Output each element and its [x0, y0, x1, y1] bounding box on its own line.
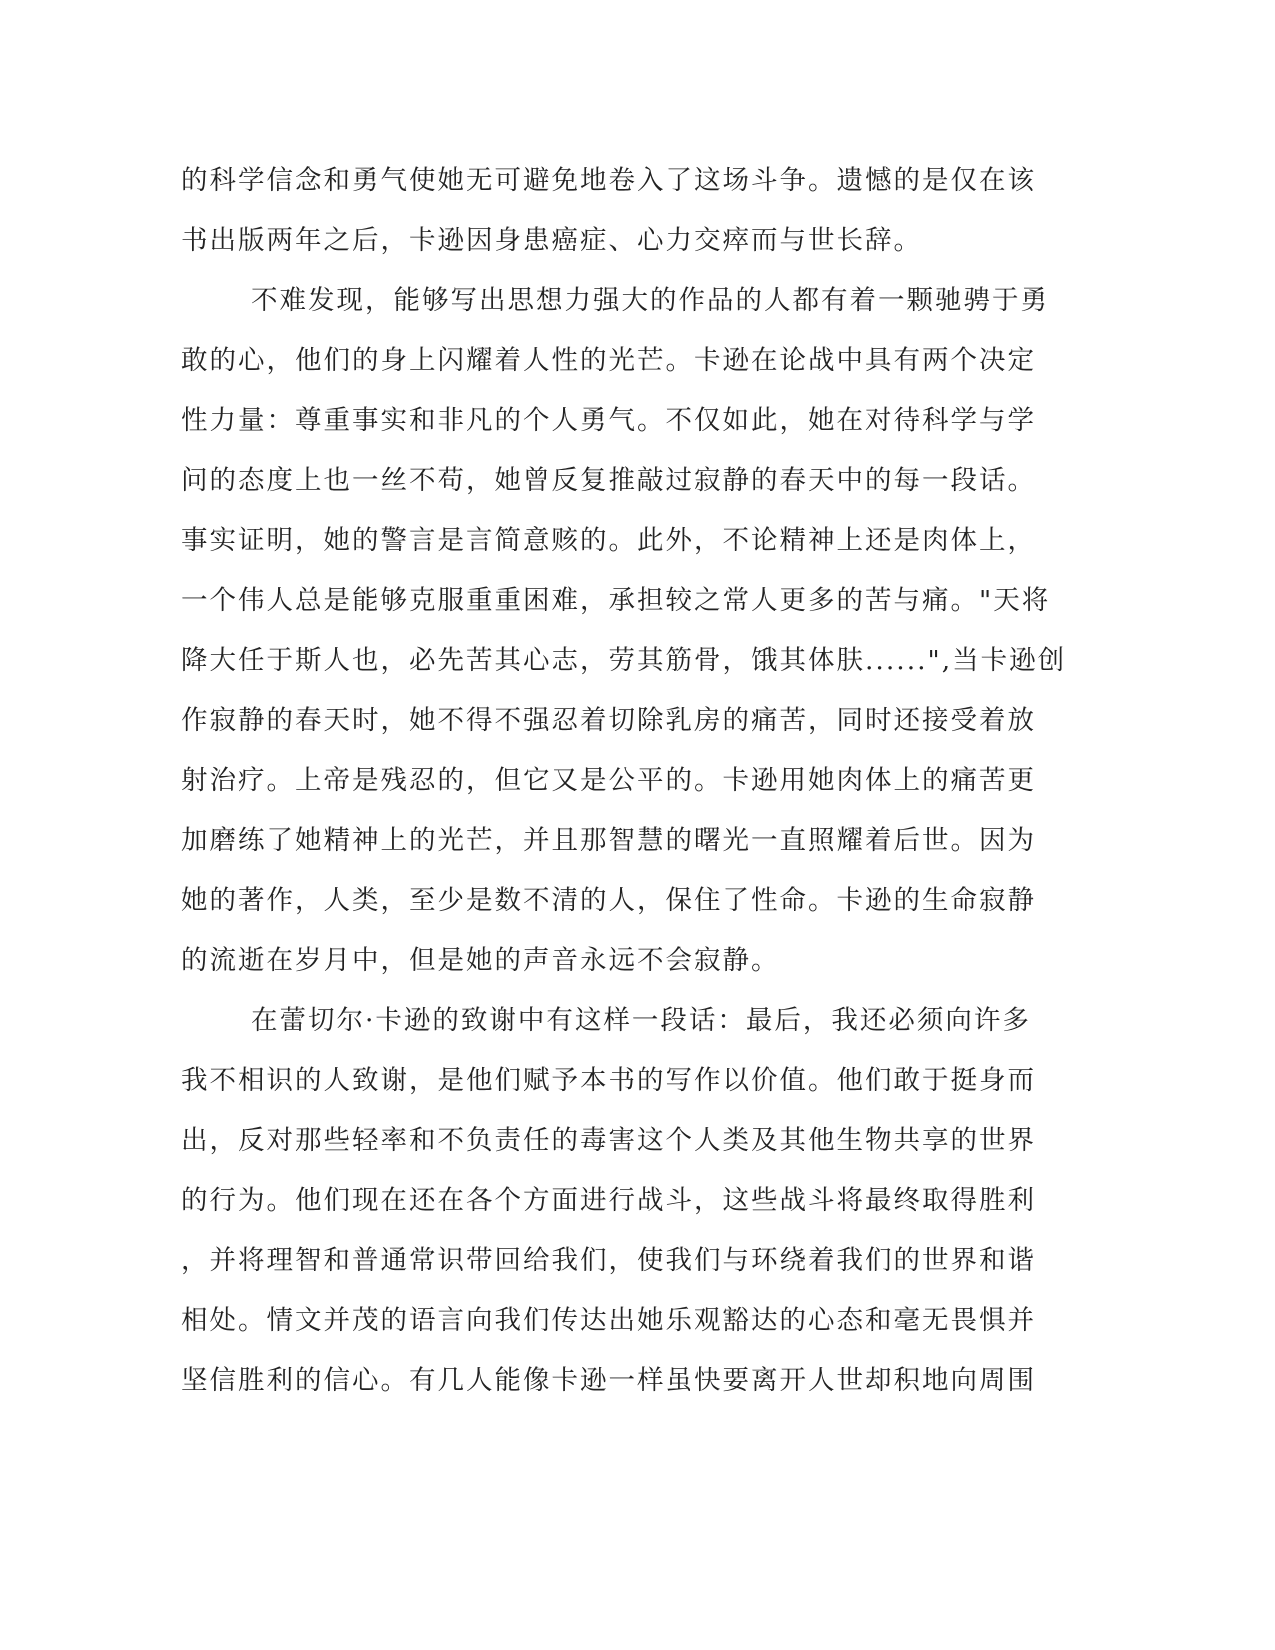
text-line: 坚信胜利的信心。有几人能像卡逊一样虽快要离开人世却积地向周围	[181, 1365, 1036, 1396]
text-line: 的科学信念和勇气使她无可避免地卷入了这场斗争。遗憾的是仅在该	[181, 165, 1036, 196]
text-line: 问的态度上也一丝不苟，她曾反复推敲过寂静的春天中的每一段话。	[181, 465, 1036, 496]
text-line: 的行为。他们现在还在各个方面进行战斗，这些战斗将最终取得胜利	[181, 1185, 1036, 1216]
text-line: 降大任于斯人也，必先苦其心志，劳其筋骨，饿其体肤......",当卡逊创	[181, 645, 1067, 676]
text-line: 加磨练了她精神上的光芒，并且那智慧的曙光一直照耀着后世。因为	[181, 825, 1036, 856]
text-line: 出，反对那些轻率和不负责任的毒害这个人类及其他生物共享的世界	[181, 1125, 1036, 1156]
text-line: 书出版两年之后，卡逊因身患癌症、心力交瘁而与世长辞。	[181, 225, 922, 256]
paragraph-start-line: 不难发现，能够写出思想力强大的作品的人都有着一颗驰骋于勇	[251, 285, 1049, 316]
text-line: 事实证明，她的警言是言简意赅的。此外，不论精神上还是肉体上，	[181, 525, 1036, 556]
text-line: 相处。情文并茂的语言向我们传达出她乐观豁达的心态和毫无畏惧并	[181, 1305, 1036, 1336]
text-line: 性力量：尊重事实和非凡的个人勇气。不仅如此，她在对待科学与学	[181, 405, 1036, 436]
text-line: 射治疗。上帝是残忍的，但它又是公平的。卡逊用她肉体上的痛苦更	[181, 765, 1036, 796]
body-text	[181, 153, 1067, 1413]
paragraph-start-line: 在蕾切尔·卡逊的致谢中有这样一段话：最后，我还必须向许多	[251, 1005, 1031, 1036]
text-line: 她的著作，人类，至少是数不清的人，保住了性命。卡逊的生命寂静	[181, 885, 1036, 916]
text-line: ，并将理智和普通常识带回给我们，使我们与环绕着我们的世界和谐	[181, 1245, 1036, 1276]
text-line: 一个伟人总是能够克服重重困难，承担较之常人更多的苦与痛。"天将	[181, 585, 1051, 616]
text-line: 我不相识的人致谢，是他们赋予本书的写作以价值。他们敢于挺身而	[181, 1065, 1036, 1096]
text-line: 的流逝在岁月中，但是她的声音永远不会寂静。	[181, 945, 780, 976]
text-line: 作寂静的春天时，她不得不强忍着切除乳房的痛苦，同时还接受着放	[181, 705, 1036, 736]
text-line: 敢的心，他们的身上闪耀着人性的光芒。卡逊在论战中具有两个决定	[181, 345, 1036, 376]
